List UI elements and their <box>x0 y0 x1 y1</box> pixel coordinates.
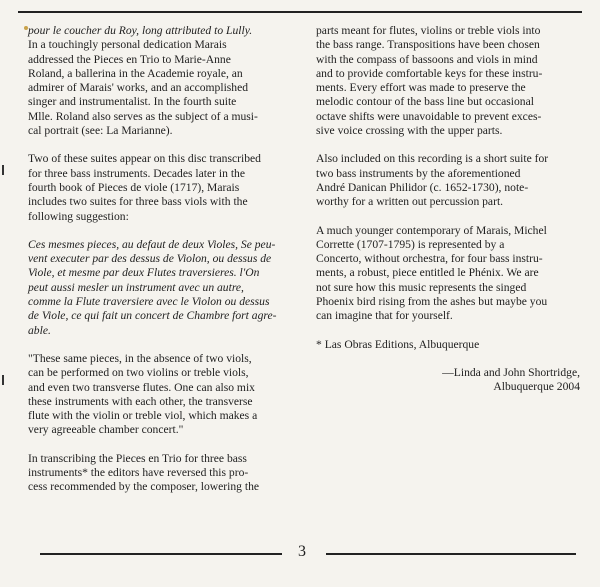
text-line: and even two transverse flutes. One can also mix <box>28 380 255 394</box>
text-line: cal portrait (see: La Marianne). <box>28 124 173 138</box>
text-line: Viole, et mesme par deux Flutes traversieres. l'On <box>28 266 260 280</box>
text-line: able. <box>28 323 51 337</box>
text-line: In a touchingly personal dedication Marais <box>28 38 227 52</box>
text-line: worthy for a written out percussion part. <box>316 195 504 209</box>
text-line: can imagine that for yourself. <box>316 309 453 323</box>
text-line: with the compass of bassoons and viols in mind <box>316 52 538 66</box>
text-line: In transcribing the Pieces en Trio for three bass <box>28 451 247 465</box>
text-line: singer and instrumentalist. In the fourth suite <box>28 95 237 109</box>
left-column <box>28 24 290 509</box>
text-line: octave shifts were unavoidable to prevent exces- <box>316 109 542 123</box>
signature <box>316 366 580 395</box>
text-line: the bass range. Transpositions have been chosen <box>316 38 540 52</box>
text-line: two bass instruments by the aforementioned <box>316 166 521 180</box>
margin-mark <box>2 375 4 385</box>
text-line: not sure how this music represents the singed <box>316 280 527 294</box>
text-line: parts meant for flutes, violins or treble viols into <box>316 24 541 37</box>
text-line: very agreeable chamber concert." <box>28 423 184 437</box>
text-line: for three bass instruments. Decades later in the <box>28 166 245 180</box>
text-line: can be performed on two violins or treble viols, <box>28 366 249 380</box>
text-line: ments. Every effort was made to preserve the <box>316 81 526 95</box>
text-line: flute with the violin or treble viol, which makes a <box>28 409 258 423</box>
paragraph-french-quote <box>28 238 290 338</box>
text-line: André Danican Philidor (c. 1652-1730), note- <box>316 180 529 194</box>
text-line: "These same pieces, in the absence of two viols, <box>28 351 252 365</box>
margin-mark <box>2 165 4 175</box>
text-line: A much younger contemporary of Marais, Michel <box>316 223 547 237</box>
text-line: vent executer par des dessus de Violon, ou dessus de <box>28 252 272 266</box>
page-number: 3 <box>298 543 306 560</box>
paragraph-transpositions <box>316 24 580 138</box>
text-line: sive voice crossing with the upper parts. <box>316 124 503 138</box>
text-line: pour le coucher du Roy, long attributed to Lully. <box>28 24 253 37</box>
text-line: de Viole, ce qui fait un concert de Chambre fort agre- <box>28 309 277 323</box>
text-line: comme la Flute traversiere avec le Violon ou dessus <box>28 295 270 309</box>
text-line: Two of these suites appear on this disc transcribed <box>28 152 261 166</box>
text-line: and to provide comfortable keys for these instru- <box>316 66 543 80</box>
text-line: cess recommended by the composer, lowering the <box>28 480 260 494</box>
text-line: Mlle. Roland also serves as the subject of a musi- <box>28 109 258 123</box>
paragraph-translation <box>28 352 290 438</box>
text-line: Ces mesmes pieces, au defaut de deux Violes, Se peu- <box>28 237 276 251</box>
text-line: Corrette (1707-1795) is represented by a <box>316 237 505 251</box>
text-line: following suggestion: <box>28 209 129 223</box>
footnote: * Las Obras Editions, Albuquerque <box>316 337 480 351</box>
text-line: Concerto, without orchestra, for four bass instru- <box>316 252 543 266</box>
paragraph-corrette <box>316 224 580 324</box>
text-line: includes two suites for three bass viols with the <box>28 195 248 209</box>
text-line: fourth book of Pieces de viole (1717), Marais <box>28 180 240 194</box>
text-line: instruments* the editors have reversed this pro- <box>28 466 249 480</box>
right-column <box>316 24 580 395</box>
top-rule <box>18 11 582 13</box>
paragraph-dedication <box>28 24 290 138</box>
text-line: melodic contour of the bass line but occasional <box>316 95 534 109</box>
paragraph-philidor <box>316 152 580 209</box>
text-line: admirer of Marais' works, and an accomplished <box>28 81 249 95</box>
paragraph-suites <box>28 152 290 223</box>
text-line: ments, a robust, piece entitled le Phénix. We are <box>316 266 539 280</box>
text-line: peut aussi mesler un instrument avec un autre, <box>28 280 244 294</box>
footer-rule-right <box>326 553 576 555</box>
text-line: Roland, a ballerina in the Academie royale, an <box>28 66 243 80</box>
paragraph-transcribing <box>28 452 290 495</box>
footer-rule-left <box>40 553 282 555</box>
text-line: Also included on this recording is a short suite for <box>316 152 549 166</box>
text-line: these instruments with each other, the transverse <box>28 394 253 408</box>
signature-names: —Linda and John Shortridge, <box>442 365 580 379</box>
text-line: addressed the Pieces en Trio to Marie-Anne <box>28 52 231 66</box>
signature-place-date: Albuquerque 2004 <box>493 380 580 394</box>
text-line: Phoenix bird rising from the ashes but maybe you <box>316 295 548 309</box>
